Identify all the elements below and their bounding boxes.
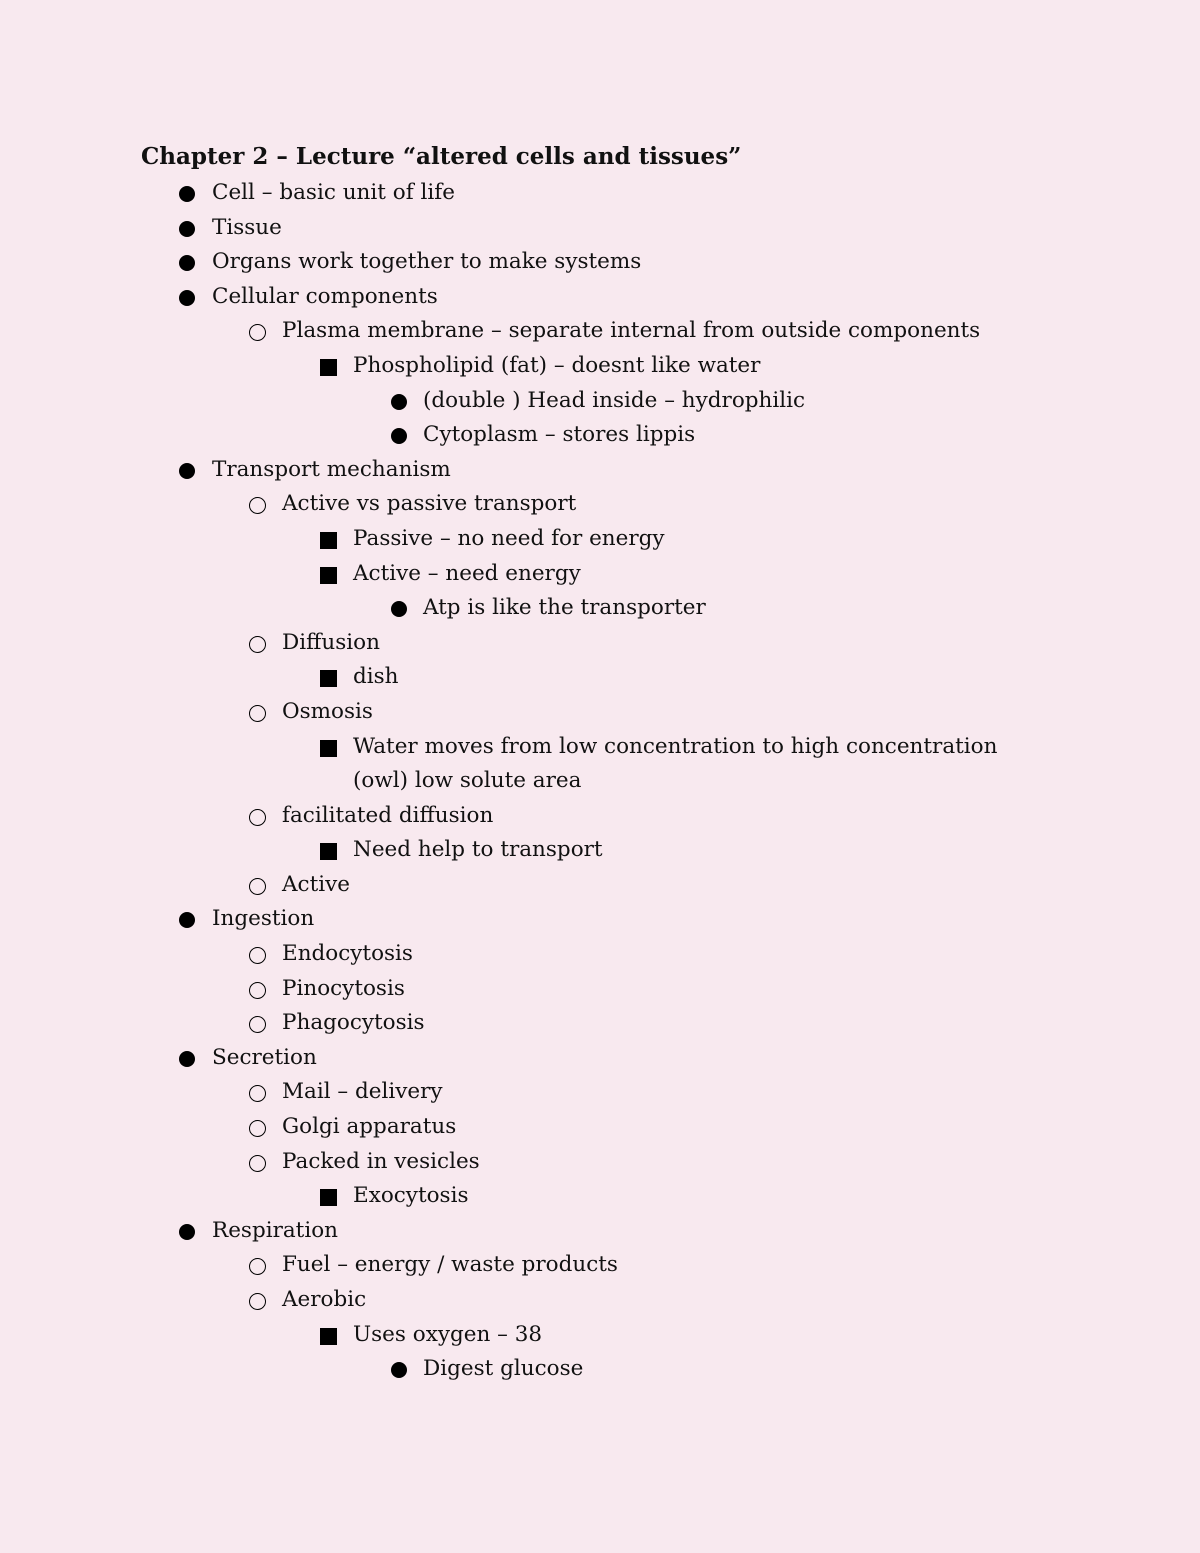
list-item-label: Passive – no need for energy (353, 525, 665, 551)
list-item (0, 522, 1200, 557)
list-item (0, 972, 1200, 1007)
list-item-label: Osmosis (282, 698, 373, 724)
list-item-text (0, 626, 1200, 661)
square-bullet-icon (320, 1328, 337, 1345)
list-item (0, 557, 1200, 592)
list-item (0, 1006, 1200, 1041)
list-item-text (0, 1352, 1200, 1387)
hollow-circle-bullet-icon (249, 1155, 266, 1172)
list-item-label: Phagocytosis (282, 1010, 425, 1036)
list-item-text (0, 1145, 1200, 1180)
hollow-circle-bullet-icon (249, 705, 266, 722)
list-item-label: Pinocytosis (282, 975, 405, 1001)
filled-circle-bullet-icon (179, 463, 195, 479)
filled-circle-bullet-icon (179, 290, 195, 306)
list-item-continuation: (owl) low solute area (353, 768, 582, 794)
list-item-label: Phospholipid (fat) – doesnt like water (353, 352, 761, 378)
list-item-label: Diffusion (282, 629, 380, 655)
list-item-label: Exocytosis (353, 1183, 469, 1209)
list-item (0, 833, 1200, 868)
list-item-label: Tissue (212, 214, 282, 240)
filled-circle-bullet-icon (391, 601, 407, 617)
list-item (0, 280, 1200, 315)
list-item-label: (double ) Head inside – hydrophilic (423, 387, 806, 413)
filled-circle-bullet-icon (391, 394, 407, 410)
list-item-label: Fuel – energy / waste products (282, 1252, 618, 1278)
list-item (0, 1214, 1200, 1249)
filled-circle-bullet-icon (179, 1224, 195, 1240)
list-item (0, 384, 1200, 419)
list-item-label: Endocytosis (282, 941, 413, 967)
list-item-label: Digest glucose (423, 1356, 584, 1382)
square-bullet-icon (320, 567, 337, 584)
list-item (0, 626, 1200, 661)
hollow-circle-bullet-icon (249, 982, 266, 999)
list-item-label: Golgi apparatus (282, 1114, 457, 1140)
list-item (0, 799, 1200, 834)
filled-circle-bullet-icon (179, 186, 195, 202)
list-item-text (0, 557, 1200, 592)
list-item (0, 1075, 1200, 1110)
list-item-label: Respiration (212, 1217, 338, 1243)
list-item (0, 1352, 1200, 1387)
list-item-label: Water moves from low concentration to high concentration (353, 733, 998, 759)
list-item-text (0, 418, 1200, 453)
list-item (0, 1318, 1200, 1353)
hollow-circle-bullet-icon (249, 1293, 266, 1310)
hollow-circle-bullet-icon (249, 878, 266, 895)
list-item (0, 902, 1200, 937)
list-item (0, 937, 1200, 972)
list-item-label: Packed in vesicles (282, 1148, 480, 1174)
list-item-text (0, 695, 1200, 730)
list-item (0, 1248, 1200, 1283)
list-item-label: Transport mechanism (212, 456, 451, 482)
square-bullet-icon (320, 532, 337, 549)
list-item (0, 176, 1200, 211)
page-title: Chapter 2 – Lecture “altered cells and tissues” (141, 143, 742, 170)
list-item (0, 1041, 1200, 1076)
list-item-label: Cytoplasm – stores lippis (423, 422, 696, 448)
list-item-text (0, 384, 1200, 419)
hollow-circle-bullet-icon (249, 1120, 266, 1137)
square-bullet-icon (320, 843, 337, 860)
list-item (0, 868, 1200, 903)
list-item (0, 245, 1200, 280)
list-item-text (0, 1248, 1200, 1283)
list-item-label: Atp is like the transporter (423, 595, 706, 621)
list-item-label: Plasma membrane – separate internal from outside components (282, 318, 981, 344)
square-bullet-icon (320, 740, 337, 757)
list-item (0, 730, 1200, 799)
list-item (0, 591, 1200, 626)
list-item-label: Mail – delivery (282, 1079, 443, 1105)
list-item (0, 453, 1200, 488)
list-item-label: Cellular components (212, 283, 438, 309)
filled-circle-bullet-icon (179, 1051, 195, 1067)
list-item-text (0, 1318, 1200, 1353)
list-item-label: Active – need energy (353, 560, 581, 586)
list-item (0, 695, 1200, 730)
list-item (0, 1283, 1200, 1318)
list-item-label: dish (353, 664, 399, 690)
list-item-label: Active vs passive transport (282, 491, 577, 517)
list-item-label: Active (282, 871, 350, 897)
list-item-text (0, 1110, 1200, 1145)
list-item (0, 660, 1200, 695)
list-item-text (0, 937, 1200, 972)
list-item-label: Uses oxygen – 38 (353, 1321, 543, 1347)
list-item-text (0, 730, 1200, 799)
list-item (0, 418, 1200, 453)
list-item (0, 487, 1200, 522)
list-item (0, 211, 1200, 246)
notes-outline (0, 176, 1200, 1387)
list-item-text (0, 522, 1200, 557)
list-item-label: Ingestion (212, 906, 315, 932)
list-item (0, 1179, 1200, 1214)
list-item-label: Cell – basic unit of life (212, 180, 455, 205)
square-bullet-icon (320, 359, 337, 376)
list-item-text (0, 833, 1200, 868)
list-item-text (0, 1179, 1200, 1214)
square-bullet-icon (320, 670, 337, 687)
list-item-text (0, 349, 1200, 384)
list-item-label: Secretion (212, 1044, 317, 1070)
list-item-text (0, 1075, 1200, 1110)
list-item-text (0, 1006, 1200, 1041)
list-item-text (0, 660, 1200, 695)
list-item-text (0, 591, 1200, 626)
list-item-text (0, 799, 1200, 834)
list-item-text (0, 972, 1200, 1007)
list-item (0, 1110, 1200, 1145)
list-item-label: facilitated diffusion (282, 802, 494, 828)
list-item-label: Need help to transport (353, 837, 603, 863)
list-item-text (0, 314, 1200, 349)
list-item-label: Aerobic (282, 1287, 367, 1312)
hollow-circle-bullet-icon (249, 636, 266, 653)
list-item-label: Organs work together to make systems (212, 249, 642, 275)
list-item-text (0, 1283, 1200, 1318)
hollow-circle-bullet-icon (249, 947, 266, 964)
list-item (0, 1145, 1200, 1180)
hollow-circle-bullet-icon (249, 809, 266, 826)
square-bullet-icon (320, 1189, 337, 1206)
list-item (0, 349, 1200, 384)
filled-circle-bullet-icon (179, 221, 195, 237)
list-item-text (0, 487, 1200, 522)
list-item-text (0, 868, 1200, 903)
list-item (0, 314, 1200, 349)
